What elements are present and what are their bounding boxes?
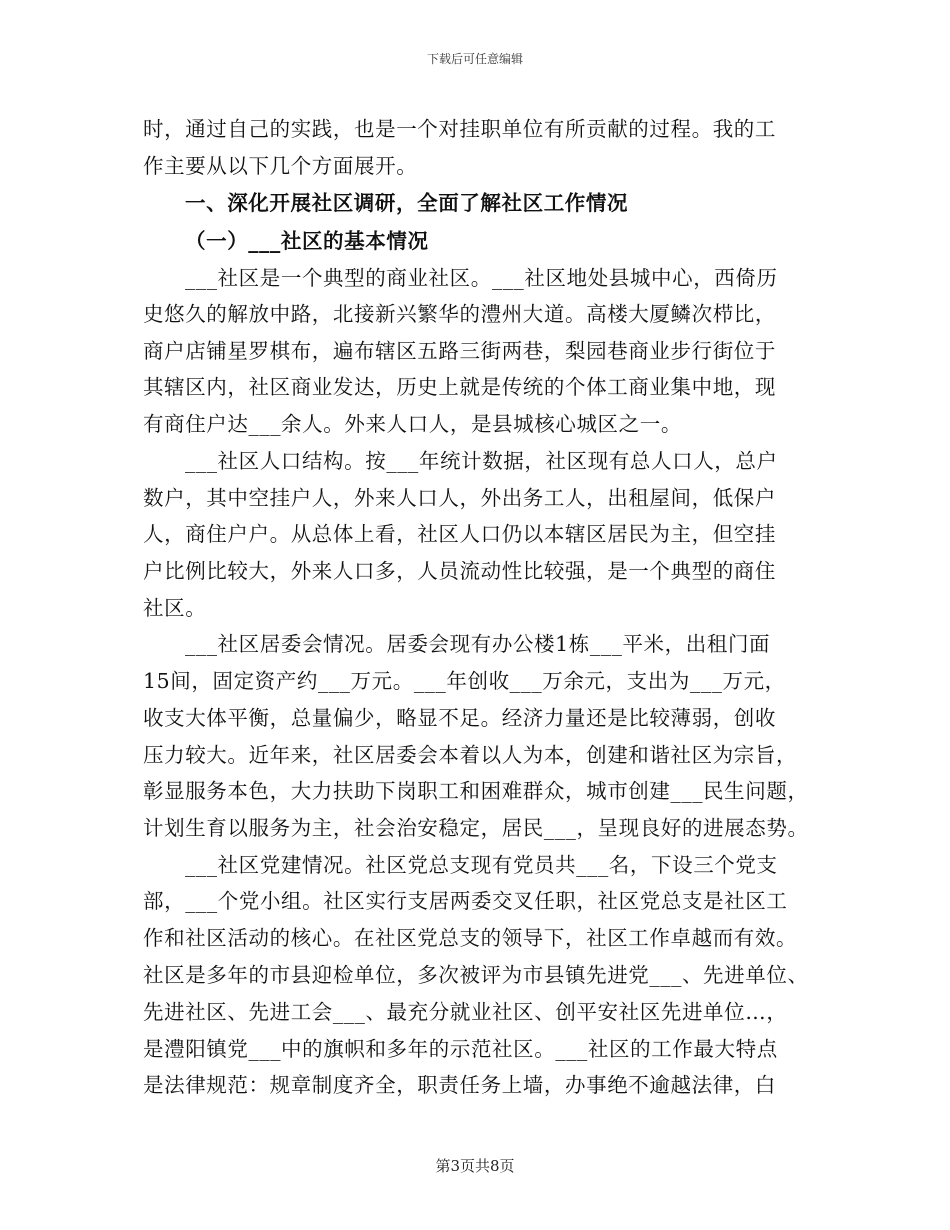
body-line: 商户店铺星罗棋布，遍布辖区五路三街两巷，梨园巷商业步行街位于 (143, 339, 776, 363)
body-line: 户比例比较大，外来人口多，人员流动性比较强，是一个典型的商住 (143, 559, 776, 583)
body-line: 数户，其中空挂户人，外来人口人，外出务工人，出租屋间，低保户 (143, 486, 776, 510)
body-line: 其辖区内，社区商业发达，历史上就是传统的个体工商业集中地，现 (143, 375, 776, 399)
body-line: 有商住户达___余人。外来人口人，是县城核心城区之一。 (143, 412, 682, 436)
body-line: 是法律规范：规章制度齐全，职责任务上墙，办事绝不逾越法律，白 (143, 1073, 776, 1097)
body-line: 部，___个党小组。社区实行支居两委交叉任职，社区党总支是社区工 (143, 889, 788, 913)
body-line: 彰显服务本色，大力扶助下岗职工和困难群众，城市创建___民生问题， (143, 779, 809, 803)
body-line: ___社区居委会情况。居委会现有办公楼1栋___平米，出租门面 (185, 632, 771, 656)
page-header: 下载后可任意编辑 (426, 52, 523, 66)
body-line: 15间，固定资产约___万元。___年创收___万余元，支出为___万元， (143, 669, 786, 693)
body-line: 人，商住户户。从总体上看，社区人口仍以本辖区居民为主，但空挂 (143, 522, 776, 546)
body-line: 社区。 (143, 596, 207, 620)
body-line: 社区是多年的市县迎检单位，多次被评为市县镇先进党___、先进单位、 (143, 963, 809, 987)
body-line: 作主要从以下几个方面展开。 (143, 154, 418, 178)
section-heading: 一、深化开展社区调研，全面了解社区工作情况 (185, 191, 629, 215)
body-line: ___社区党建情况。社区党总支现有党员共___名，下设三个党支 (185, 853, 778, 877)
body-line: 收支大体平衡，总量偏少，略显不足。经济力量还是比较薄弱，创收 (143, 706, 776, 730)
body-line: ___社区是一个典型的商业社区。___社区地处县城中心，西倚历 (185, 266, 778, 290)
body-line: 先进社区、先进工会___、最充分就业社区、创平安社区先进单位…， (143, 1000, 788, 1024)
body-line: 史悠久的解放中路，北接新兴繁华的澧州大道。高楼大厦鳞次栉比， (143, 302, 776, 326)
body-line: 作和社区活动的核心。在社区党总支的领导下，社区工作卓越而有效。 (143, 926, 798, 950)
body-line: 计划生育以服务为主，社会治安稳定，居民___，呈现良好的进展态势。 (143, 816, 809, 840)
body-line: 时，通过自己的实践，也是一个对挂职单位有所贡献的过程。我的工 (143, 117, 776, 141)
page-footer: 第3页共8页 (435, 1157, 515, 1175)
body-line: ___社区人口结构。按___年统计数据，社区现有总人口人，总户 (185, 449, 778, 473)
body-line: 压力较大。近年来，社区居委会本着以人为本，创建和谐社区为宗旨， (143, 743, 798, 767)
body-line: 是澧阳镇党___中的旗帜和多年的示范社区。___社区的工作最大特点 (143, 1037, 778, 1061)
subsection-heading: （一）___社区的基本情况 (185, 229, 429, 253)
